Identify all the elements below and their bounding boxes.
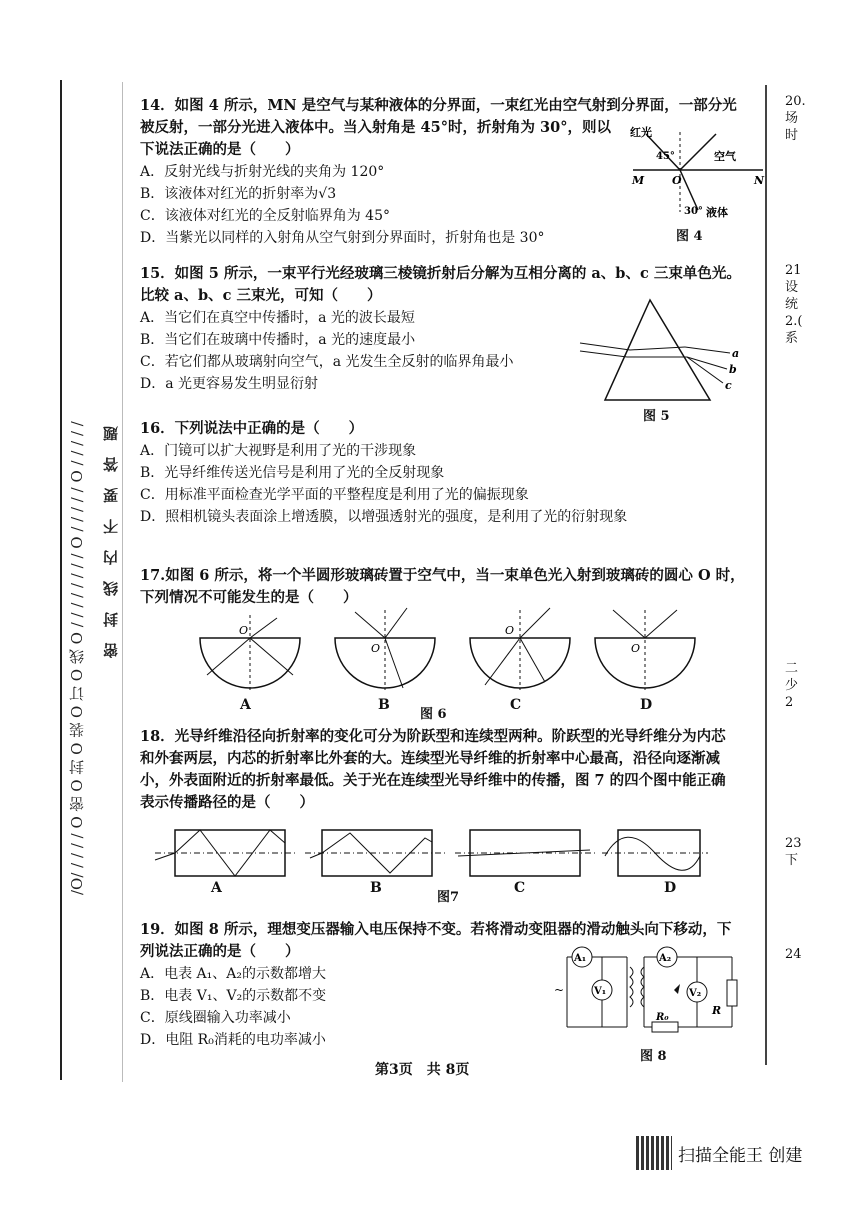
fig5-a-label: a bbox=[732, 347, 740, 360]
fig6-d-o: O bbox=[631, 642, 641, 655]
right-clip-fragment bbox=[785, 946, 802, 963]
fig6-label-c: C bbox=[510, 697, 522, 713]
figure-6-semicircle-diagrams bbox=[195, 600, 705, 695]
fig8-ac-source-icon: ~ bbox=[554, 983, 565, 997]
fig5-c-label: c bbox=[725, 379, 732, 392]
figure-8-transformer-circuit bbox=[552, 942, 752, 1042]
fig6-a-o: O bbox=[239, 624, 249, 637]
scanner-watermark bbox=[636, 1136, 802, 1170]
q14-stem-2: 被反射，一部分光进入液体中。当入射角是 45°时，折射角为 30°，则以 bbox=[140, 119, 611, 136]
q19-option-b: B．电表 V₁、V₂的示数都不变 bbox=[140, 988, 327, 1004]
fig6-option-a bbox=[200, 615, 300, 690]
q16-stem: 16．下列说法中正确的是（ ） bbox=[140, 420, 364, 437]
right-clip-line: 系 bbox=[785, 331, 799, 346]
figure-4-caption: 图 4 bbox=[676, 229, 703, 244]
q14-option-b: B．该液体对红光的折射率为√3 bbox=[140, 186, 337, 202]
fig8-r-label: R bbox=[712, 1004, 722, 1017]
q17-stem-1: 17.如图 6 所示，将一个半圆形玻璃砖置于空气中，当一束单色光入射到玻璃砖的圆心 O 时， bbox=[140, 567, 745, 584]
right-clip-line: 2.( bbox=[785, 314, 803, 329]
figure-6-caption: 图 6 bbox=[420, 707, 447, 722]
q18-stem-1: 18．光导纤维沿径向折射率的变化可分为阶跃型和连续型两种。阶跃型的光导纤维分为内芯 bbox=[140, 728, 726, 745]
q14-stem-1: 14．如图 4 所示，MN 是空气与某种液体的分界面，一束红光由空气射到分界面，一部分光 bbox=[140, 97, 737, 114]
fig7-label-b: B bbox=[370, 880, 382, 896]
q19-option-c: C．原线圈输入功率减小 bbox=[140, 1010, 291, 1026]
fig8-a2-label: A₂ bbox=[659, 953, 672, 964]
seal-line-note: 密封线内不要答题 bbox=[102, 410, 120, 658]
figure-5-caption: 图 5 bbox=[643, 409, 670, 424]
fig4-angle-45: 45° bbox=[656, 151, 675, 162]
fig6-label-b: B bbox=[378, 697, 390, 713]
right-clip-line: 下 bbox=[785, 853, 799, 868]
fig4-air-label: 空气 bbox=[714, 150, 736, 163]
qr-code-icon bbox=[636, 1136, 672, 1170]
figure-4-refraction-diagram bbox=[628, 122, 768, 222]
column-divider bbox=[765, 85, 767, 1065]
fig7-label-a: A bbox=[211, 880, 222, 896]
fig4-angle-30: 30° bbox=[684, 206, 703, 217]
fig8-r0-label: R₀ bbox=[656, 1012, 669, 1023]
q14-option-d: D．当紫光以同样的入射角从空气射到分界面时，折射角也是 30° bbox=[140, 230, 545, 246]
q16-option-a: A．门镜可以扩大视野是利用了光的干涉现象 bbox=[140, 443, 417, 459]
figure-7-caption: 图7 bbox=[437, 890, 460, 905]
fig7-option-a bbox=[155, 830, 298, 876]
right-clip-line: 24 bbox=[785, 947, 802, 962]
right-clip-line: 少 bbox=[785, 678, 799, 693]
right-clip-line: 23 bbox=[785, 836, 802, 851]
fig7-option-c bbox=[455, 830, 595, 876]
fig7-label-d: D bbox=[664, 880, 677, 896]
q14-option-a: A．反射光线与折射光线的夹角为 120° bbox=[140, 164, 385, 180]
fig4-red-label: 红光 bbox=[630, 126, 652, 139]
q18-stem-4: 表示传播路径的是（ ） bbox=[140, 794, 314, 811]
fig4-m-label: M bbox=[632, 174, 645, 187]
fig8-v1-label: V₁ bbox=[594, 986, 607, 997]
q19-stem-1: 19．如图 8 所示，理想变压器输入电压保持不变。若将滑动变阻器的滑动触头向下移动，下 bbox=[140, 921, 732, 938]
right-clip-fragment bbox=[785, 660, 798, 711]
q15-option-a: A．当它们在真空中传播时，a 光的波长最短 bbox=[140, 310, 415, 326]
q19-stem-2: 列说法正确的是（ ） bbox=[140, 943, 300, 960]
q19-option-a: A．电表 A₁、A₂的示数都增大 bbox=[140, 966, 327, 982]
question-16 bbox=[140, 418, 760, 528]
page-number: 第3页 共 8页 bbox=[375, 1062, 470, 1078]
fig6-label-d: D bbox=[640, 697, 653, 713]
right-clip-fragment bbox=[785, 835, 802, 869]
fig4-o-label: O bbox=[672, 174, 682, 187]
right-clip-line: 2 bbox=[785, 695, 794, 710]
fig6-option-b bbox=[335, 608, 435, 690]
q16-option-d: D．照相机镜头表面涂上增透膜，以增强透射光的强度，是利用了光的衍射现象 bbox=[140, 509, 628, 525]
right-clip-line: 设 bbox=[785, 280, 799, 295]
q16-option-c: C．用标准平面检查光学平面的平整程度是利用了光的偏振现象 bbox=[140, 487, 529, 503]
q18-stem-3: 小，外表面附近的折射率最低。关于光在连续型光导纤维中的传播，图 7 的四个图中能正确 bbox=[140, 772, 726, 789]
right-clip-fragment bbox=[785, 262, 802, 347]
right-clip-line: 二 bbox=[785, 661, 799, 676]
watermark-text: 扫描全能王 创建 bbox=[678, 1145, 803, 1166]
figure-5-prism-diagram bbox=[575, 295, 745, 405]
right-clip-line: 21 bbox=[785, 263, 802, 278]
right-clip-fragment bbox=[785, 93, 806, 144]
q14-option-c: C．该液体对红光的全反射临界角为 45° bbox=[140, 208, 390, 224]
fig6-option-c bbox=[470, 608, 570, 690]
question-18 bbox=[140, 726, 760, 814]
fig5-b-label: b bbox=[729, 363, 737, 376]
q15-stem-2: 比较 a、b、c 三束光，可知（ ） bbox=[140, 287, 382, 304]
fig8-v2-label: V₂ bbox=[689, 988, 702, 999]
fig8-a1-label: A₁ bbox=[574, 953, 587, 964]
q15-option-b: B．当它们在玻璃中传播时，a 光的速度最小 bbox=[140, 332, 416, 348]
q14-stem-3: 下说法正确的是（ ） bbox=[140, 141, 300, 158]
fig7-option-b bbox=[305, 830, 445, 876]
fig6-c-o: O bbox=[505, 624, 515, 637]
right-clip-line: 统 bbox=[785, 297, 799, 312]
fig6-option-d bbox=[595, 610, 695, 690]
right-clip-line: 20. bbox=[785, 94, 806, 109]
fig4-liquid-label: 液体 bbox=[706, 206, 728, 219]
fig4-n-label: N bbox=[754, 174, 765, 187]
fig7-option-d bbox=[602, 830, 708, 876]
figure-8-caption: 图 8 bbox=[640, 1049, 667, 1064]
fig6-b-o: O bbox=[371, 642, 381, 655]
binding-margin-text: /O/ / / / / O 密 O 封 O 装 O 订 O 线 O / / / / / / / / O / / / / / O / / / / / bbox=[68, 421, 86, 895]
q19-option-d: D．电阻 R₀消耗的电功率减小 bbox=[140, 1032, 326, 1048]
q17-stem-2: 下列情况不可能发生的是（ ） bbox=[140, 589, 358, 606]
right-clip-line: 时 bbox=[785, 128, 799, 143]
figure-7-fiber-diagrams bbox=[150, 828, 710, 880]
q16-option-b: B．光导纤维传送光信号是利用了光的全反射现象 bbox=[140, 465, 445, 481]
right-clip-line: 场 bbox=[785, 111, 799, 126]
q18-stem-2: 和外套两层，内芯的折射率比外套的大。连续型光导纤维的折射率中心最高，沿径向逐渐减 bbox=[140, 750, 720, 767]
fig7-label-c: C bbox=[514, 880, 526, 896]
binding-line bbox=[60, 80, 62, 1080]
margin-rule bbox=[122, 82, 123, 1082]
q15-option-c: C．若它们都从玻璃射向空气，a 光发生全反射的临界角最小 bbox=[140, 354, 514, 370]
q15-stem-1: 15．如图 5 所示，一束平行光经玻璃三棱镜折射后分解为互相分离的 a、b、c 三束单色光。 bbox=[140, 265, 741, 282]
fig6-label-a: A bbox=[240, 697, 251, 713]
q15-option-d: D．a 光更容易发生明显衍射 bbox=[140, 376, 319, 392]
